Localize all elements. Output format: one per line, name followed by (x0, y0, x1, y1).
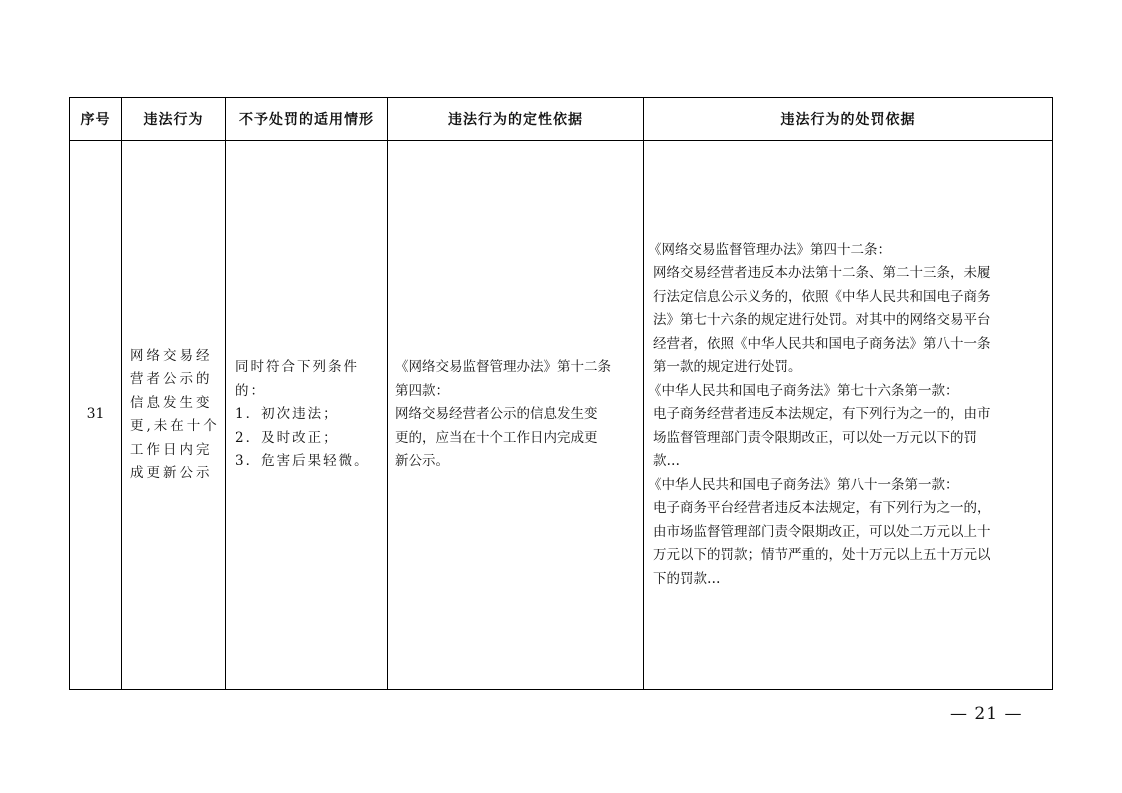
basis-text-line: 新公示。 (395, 453, 449, 470)
column-divider (225, 98, 226, 689)
column-divider (643, 98, 644, 689)
violation-text-line: 更,未在十个 (130, 418, 220, 434)
violation-text-line: 网络交易经 (130, 347, 213, 364)
violation-text-line: 成更新公示 (130, 465, 213, 481)
penalty-text-line: 电子商务经营者违反本法规定，有下列行为之一的，由市 (653, 406, 991, 423)
exemption-text-line: 的： (235, 382, 266, 399)
penalty-text-line: 万元以下的罚款；情节严重的，处十万元以上五十万元以 (653, 547, 991, 564)
table-header-row (70, 98, 1052, 141)
penalty-text-line: 《中华人民共和国电子商务法》第八十一条第一款： (648, 476, 959, 493)
penalty-text-line: 款… (653, 453, 680, 470)
basis-text-line: 《网络交易监督管理办法》第十二条 (395, 359, 611, 376)
penalty-cell (648, 141, 1048, 689)
exemption-text-line: 1．初次违法； (235, 406, 339, 423)
column-divider (387, 98, 388, 689)
exemption-cell (235, 141, 385, 689)
basis-text-line: 网络交易经营者公示的信息发生变 (395, 406, 598, 423)
row-number: 31 (86, 406, 105, 423)
penalty-text-line: 由市场监督管理部门责令限期改正，可以处二万元以上十 (653, 523, 991, 540)
page-number: — 21 — (950, 704, 1023, 724)
penalty-text-line: 法》第七十六条的规定进行处罚。对其中的网络交易平台 (653, 312, 991, 329)
basis-cell (395, 141, 640, 689)
penalty-text-line: 《网络交易监督管理办法》第四十二条： (648, 241, 891, 258)
header-penalty: 违法行为的处罚依据 (780, 112, 916, 128)
header-basis: 违法行为的定性依据 (448, 112, 583, 128)
violation-cell (130, 141, 222, 689)
penalty-text-line: 行法定信息公示义务的，依照《中华人民共和国电子商务 (653, 288, 991, 305)
penalty-text-line: 经营者，依照《中华人民共和国电子商务法》第八十一条 (653, 335, 991, 352)
basis-text-line: 更的，应当在十个工作日内完成更 (395, 429, 598, 446)
penalty-text-line: 网络交易经营者违反本办法第十二条、第二十三条，未履 (653, 265, 991, 282)
violation-text-line: 工作日内完 (130, 441, 213, 458)
basis-text-line: 第四款： (395, 382, 449, 399)
exemption-text-line: 3．危害后果轻微。 (235, 453, 370, 470)
header-violation: 违法行为 (143, 112, 204, 128)
violation-text-line: 信息发生变 (130, 394, 213, 411)
penalty-text-line: 《中华人民共和国电子商务法》第七十六条第一款： (648, 382, 959, 399)
header-exemption: 不予处罚的适用情形 (239, 112, 374, 128)
header-number: 序号 (80, 112, 111, 128)
violation-text-line: 营者公示的 (130, 371, 213, 387)
column-divider (121, 98, 122, 689)
penalty-text-line: 下的罚款… (653, 570, 721, 587)
penalty-text-line: 第一款的规定进行处罚。 (653, 359, 802, 376)
exemption-text-line: 同时符合下列条件 (235, 359, 359, 376)
regulation-table (69, 97, 1053, 690)
exemption-text-line: 2．及时改正； (235, 429, 339, 446)
penalty-text-line: 电子商务平台经营者违反本法规定，有下列行为之一的， (653, 500, 991, 517)
penalty-text-line: 场监督管理部门责令限期改正，可以处一万元以下的罚 (653, 429, 977, 446)
